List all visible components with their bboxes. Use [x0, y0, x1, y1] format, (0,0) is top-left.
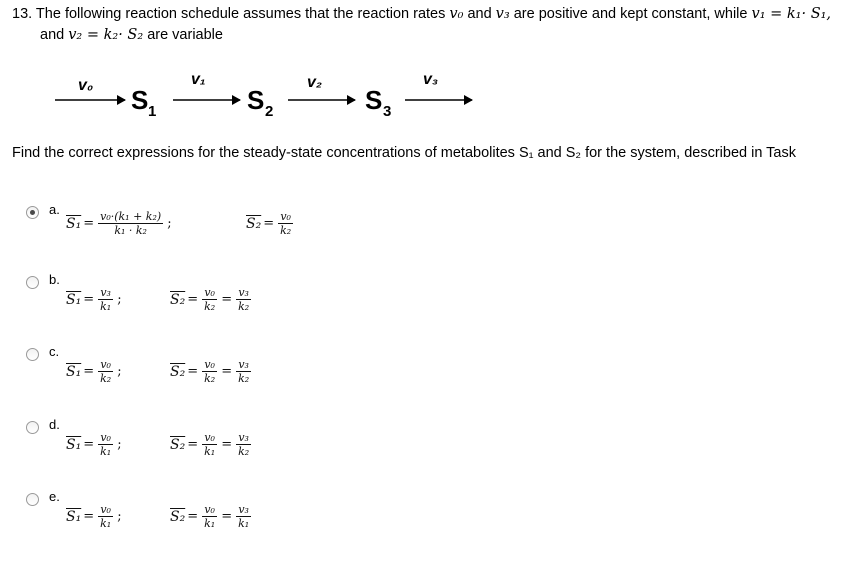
- option-b-expr1-lhs: S₁: [66, 291, 82, 308]
- separator: ;: [167, 216, 172, 231]
- equals-sign: =: [221, 509, 233, 524]
- option-e-radio[interactable]: [26, 493, 39, 506]
- line2-suffix: are variable: [143, 27, 223, 43]
- equals-sign: =: [221, 437, 233, 452]
- option-b-expr2: [170, 286, 253, 313]
- option-d-expr1-num: v₀: [98, 431, 113, 445]
- equals-sign: =: [83, 364, 95, 379]
- option-c-expr2-lhs: S₂: [170, 363, 186, 380]
- option-c-radio[interactable]: [26, 348, 39, 361]
- separator: ;: [117, 437, 122, 452]
- option-d-expr2-num2: v₃: [236, 431, 251, 445]
- option-a-expr1-lhs: S₁: [66, 215, 82, 232]
- question-line-1: [12, 4, 831, 25]
- option-e-expr1: [66, 503, 124, 530]
- option-b-letter: b.: [49, 272, 60, 287]
- metabolite-s1-sub: 1: [148, 103, 157, 120]
- option-a-radio[interactable]: [26, 206, 39, 219]
- option-e-expr2-fraction1: [202, 503, 217, 530]
- option-a-letter: a.: [49, 202, 60, 217]
- option-b-radio[interactable]: [26, 276, 39, 289]
- option-b-expr1-num: v₃: [98, 286, 113, 300]
- option-b-expr2-fraction1: [202, 286, 217, 313]
- option-c-expr2-den: k₂: [204, 372, 216, 385]
- option-a-expr2-num: v₀: [278, 210, 293, 224]
- option-e-expr1-fraction: [98, 503, 113, 530]
- option-b-expr2-fraction2: [236, 286, 251, 313]
- option-b-expr1: [66, 286, 124, 313]
- and-text: and: [463, 6, 496, 22]
- metabolite-s3-sub: 3: [383, 103, 392, 120]
- option-a-expr1-num: v₀·(k₁ + k₂): [100, 210, 162, 223]
- option-d-expr2-fraction1: [202, 431, 217, 458]
- metabolite-s1: S: [131, 85, 149, 115]
- option-a-expr1-den: k₁ · k₂: [114, 224, 147, 237]
- v3-symbol: v₃: [495, 6, 510, 22]
- v0-symbol: v₀: [449, 6, 464, 22]
- option-e-expr1-lhs: S₁: [66, 508, 82, 525]
- option-e-expr2-num2: v₃: [236, 503, 251, 517]
- equals-sign: =: [83, 437, 95, 452]
- option-d-expr2-den: k₁: [204, 445, 216, 458]
- option-a-expr2-lhs: S₂: [246, 215, 262, 232]
- equals-sign: =: [83, 509, 95, 524]
- option-c-expr2-num2: v₃: [236, 358, 251, 372]
- option-b-expr2-lhs: S₂: [170, 291, 186, 308]
- option-b-expr2-den2: k₂: [238, 300, 250, 313]
- option-e-expr1-num: v₀: [98, 503, 113, 517]
- option-b-expr1-den: k₁: [100, 300, 112, 313]
- equals-sign: =: [83, 292, 95, 307]
- separator: ;: [117, 364, 122, 379]
- v1-equation: v₁ = k₁· S₁,: [751, 6, 832, 22]
- option-b-expr2-num2: v₃: [236, 286, 251, 300]
- option-c-expr1: [66, 358, 124, 385]
- metabolite-s2-sub: 2: [265, 103, 274, 120]
- rate-label-v2: v₂: [307, 74, 322, 91]
- option-e-expr2-fraction2: [236, 503, 251, 530]
- option-d-expr2-num: v₀: [202, 431, 217, 445]
- option-d-expr2-fraction2: [236, 431, 251, 458]
- option-d-letter: d.: [49, 417, 60, 432]
- option-e-expr2-num: v₀: [202, 503, 217, 517]
- equals-sign: =: [187, 292, 199, 307]
- option-c-expr2: [170, 358, 253, 385]
- option-d-expr1-fraction: [98, 431, 113, 458]
- option-d-expr2-lhs: S₂: [170, 436, 186, 453]
- option-b-expr2-den: k₂: [204, 300, 216, 313]
- option-d-expr1: [66, 431, 124, 458]
- reaction-scheme: [0, 62, 859, 132]
- option-e-expr2-den2: k₁: [238, 517, 250, 530]
- v2-equation: v₂ = k₂· S₂: [68, 27, 144, 43]
- rate-label-v3: v₃: [423, 71, 439, 88]
- option-c-expr1-fraction: [98, 358, 113, 385]
- metabolite-s3: S: [365, 85, 383, 115]
- line2-prefix: and: [40, 27, 69, 43]
- rate-label-v1: v₁: [191, 71, 206, 88]
- separator: ;: [117, 292, 122, 307]
- equals-sign: =: [83, 216, 95, 231]
- option-c-expr1-lhs: S₁: [66, 363, 82, 380]
- option-c-letter: c.: [49, 344, 60, 359]
- option-b-expr1-fraction: [98, 286, 113, 313]
- option-a-expr2-fraction: [278, 210, 293, 237]
- option-e-letter: e.: [49, 489, 60, 504]
- equals-sign: =: [221, 364, 233, 379]
- option-e-expr1-den: k₁: [100, 517, 112, 530]
- option-d-expr2-den2: k₂: [238, 445, 250, 458]
- option-c-expr1-num: v₀: [98, 358, 113, 372]
- option-c-expr2-fraction1: [202, 358, 217, 385]
- option-e-expr2-lhs: S₂: [170, 508, 186, 525]
- option-e-expr2: [170, 503, 253, 530]
- separator: ;: [117, 509, 122, 524]
- option-c-expr2-num: v₀: [202, 358, 217, 372]
- option-c-expr2-fraction2: [236, 358, 251, 385]
- equals-sign: =: [187, 364, 199, 379]
- equals-sign: =: [187, 437, 199, 452]
- option-d-expr1-den: k₁: [100, 445, 112, 458]
- option-e-expr2-den: k₁: [204, 517, 216, 530]
- question-text: [12, 4, 831, 46]
- option-d-expr1-lhs: S₁: [66, 436, 82, 453]
- metabolite-s2: S: [247, 85, 265, 115]
- equals-sign: =: [263, 216, 275, 231]
- option-a-expr1: [66, 210, 174, 237]
- question-line-1-text: 13. The following reaction schedule assumes that the reaction rates: [12, 6, 450, 22]
- equals-sign: =: [187, 509, 199, 524]
- option-a-expr1-fraction: [98, 210, 163, 237]
- option-b-expr2-num: v₀: [202, 286, 217, 300]
- rate-label-v0: v₀: [78, 77, 94, 94]
- option-d-radio[interactable]: [26, 421, 39, 434]
- prompt-text: Find the correct expressions for the steady-state concentrations of metabolites S₁ and S₂ for the system, described in Task: [12, 145, 796, 161]
- option-a-expr2: [246, 210, 295, 237]
- question-mid-text: are positive and kept constant, while: [509, 6, 752, 22]
- option-c-expr2-den2: k₂: [238, 372, 250, 385]
- option-d-expr2: [170, 431, 253, 458]
- question-line-2: [12, 25, 831, 46]
- option-c-expr1-den: k₂: [100, 372, 112, 385]
- equals-sign: =: [221, 292, 233, 307]
- option-a-expr2-den: k₂: [280, 224, 292, 237]
